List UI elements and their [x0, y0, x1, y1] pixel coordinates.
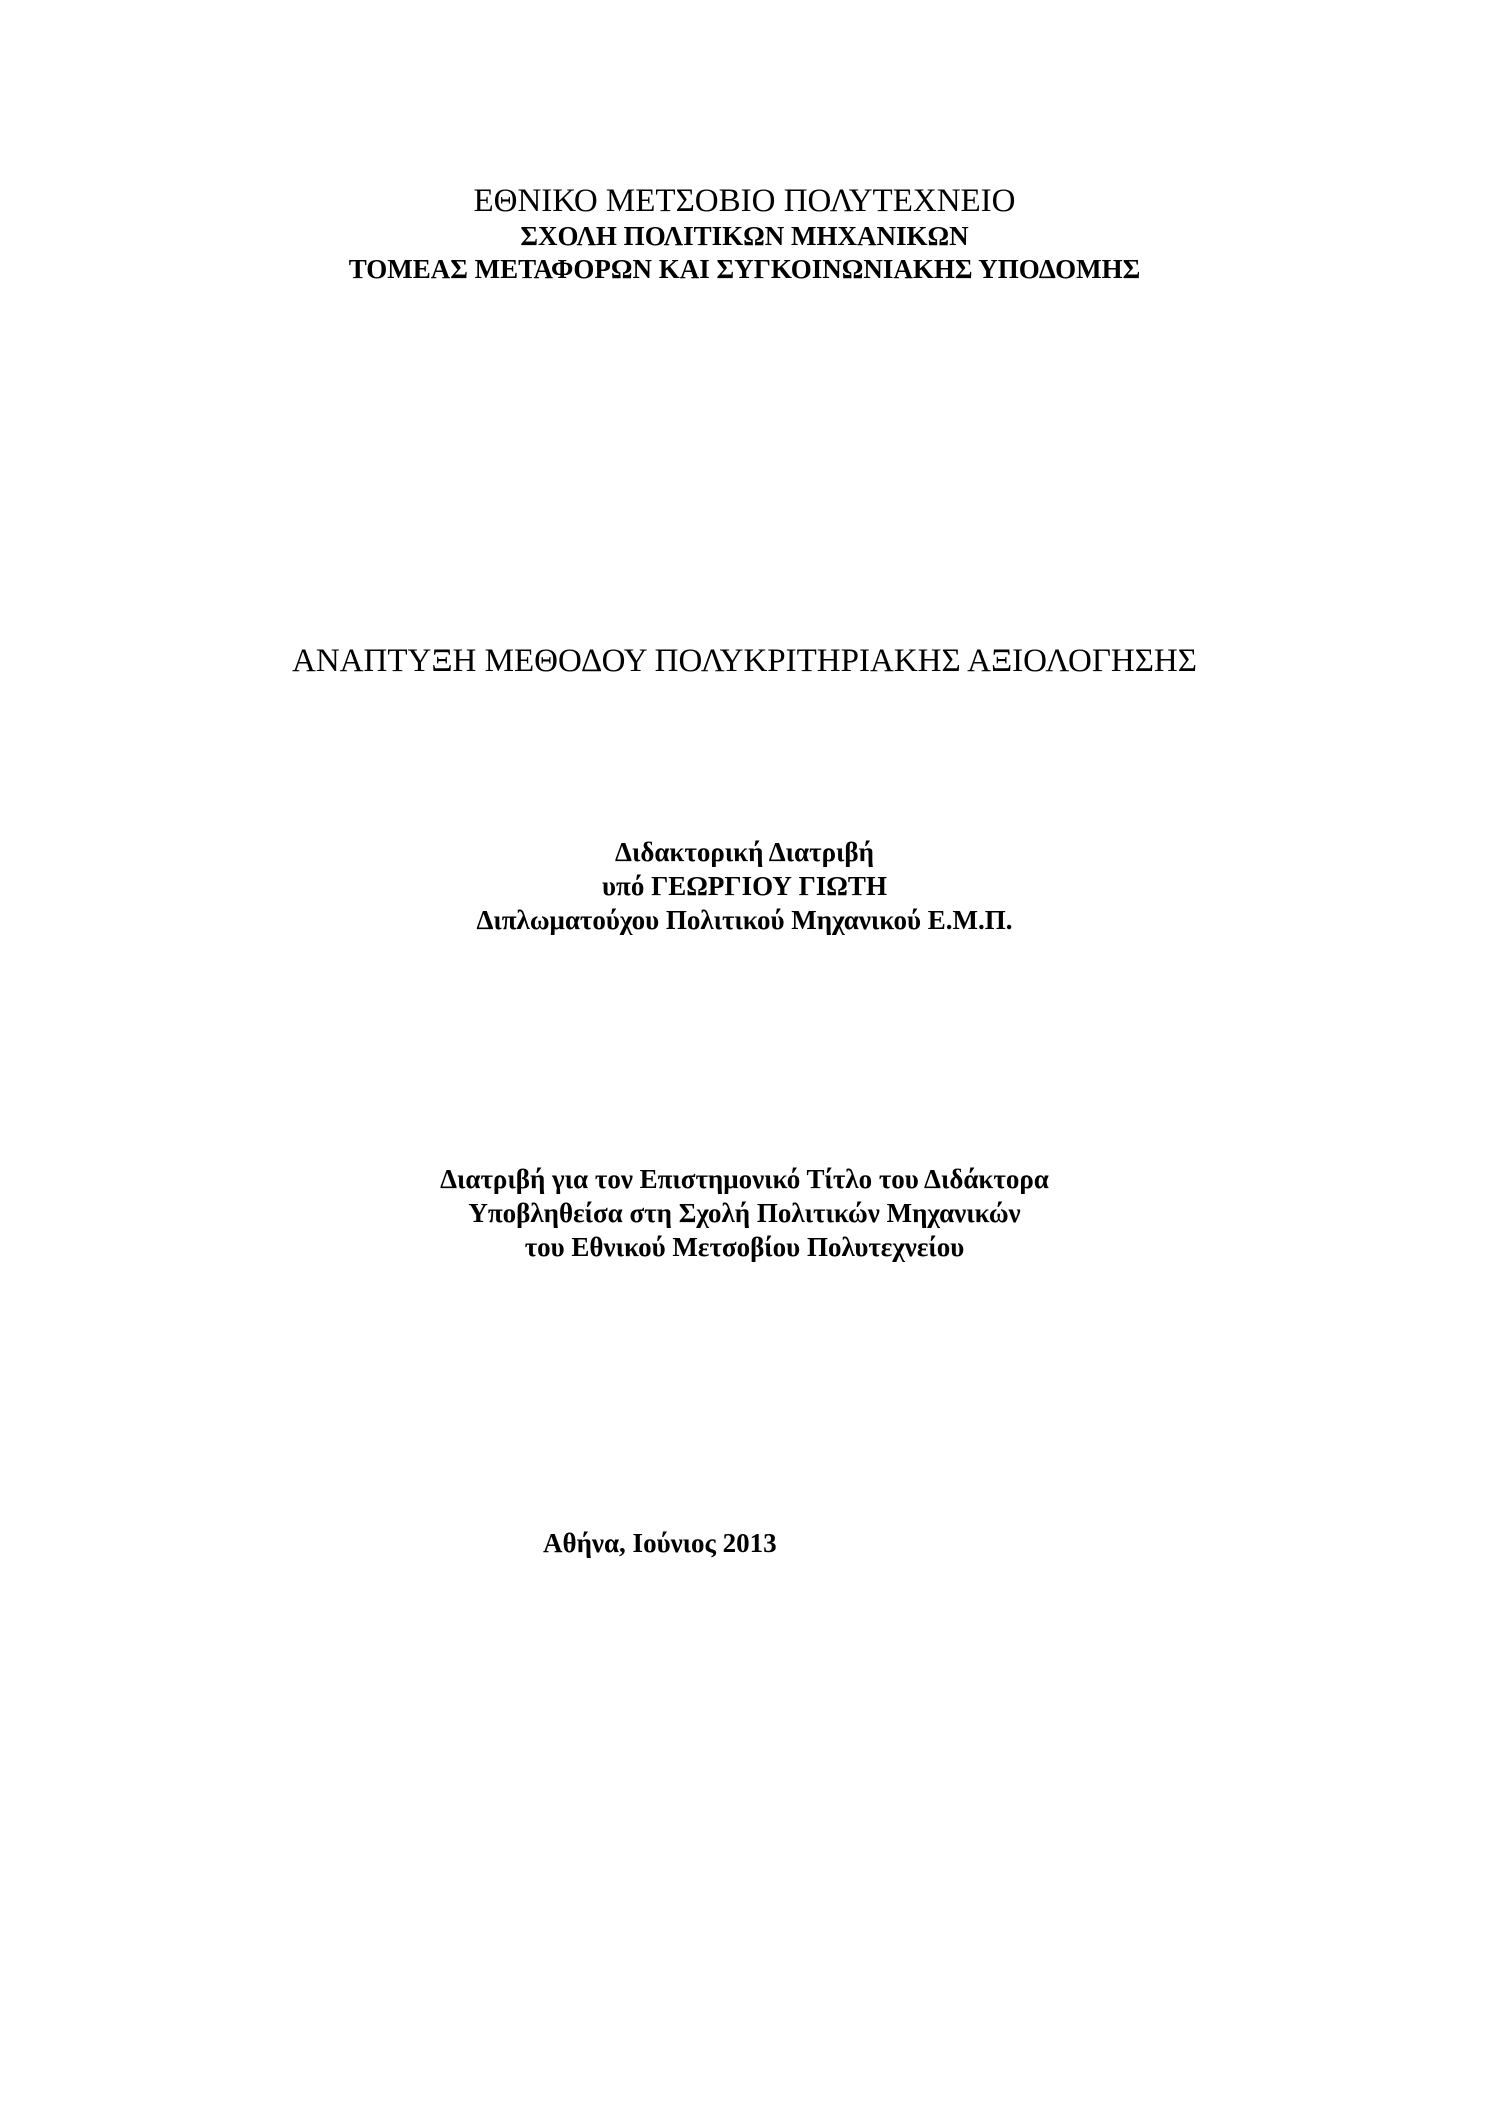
place-date-text: Αθήνα, Ιούνιος 2013 [543, 1528, 777, 1558]
submission-line-1: Διατριβή για τον Επιστημονικό Τίτλο του Διδάκτορα [440, 1164, 1049, 1194]
thesis-title-text: ΑΝΑΠΤΥΞΗ ΜΕΘΟΔΟΥ ΠΟΛΥΚΡΙΤΗΡΙΑΚΗΣ ΑΞΙΟΛΟΓΗΣΗΣ [292, 643, 1197, 679]
author-credentials: Διπλωματούχου Πολιτικού Μηχανικού Ε.Μ.Π. [476, 905, 1013, 935]
thesis-title [0, 641, 1489, 681]
submission-line-2: Υποβληθείσα στη Σχολή Πολιτικών Μηχανικών [468, 1198, 1021, 1228]
school-name: ΣΧΟΛΗ ΠΟΛΙΤΙΚΩΝ ΜΗΧΑΝΙΚΩΝ [520, 221, 969, 251]
document-type: Διδακτορική Διατριβή [615, 837, 874, 867]
author-block [0, 835, 1489, 937]
institution-name: ΕΘΝΙΚΟ ΜΕΤΣΟΒΙΟ ΠΟΛΥΤΕΧΝΕΙΟ [473, 183, 1016, 219]
institution-header [0, 182, 1489, 286]
submission-line-3: του Εθνικού Μετσοβίου Πολυτεχνείου [524, 1232, 965, 1262]
submission-statement [0, 1162, 1489, 1264]
department-name: ΤΟΜΕΑΣ ΜΕΤΑΦΟΡΩΝ ΚΑΙ ΣΥΓΚΟΙΝΩΝΙΑΚΗΣ ΥΠΟΔΟΜΗΣ [348, 254, 1141, 284]
author-byline: υπό ΓΕΩΡΓΙΟΥ ΓΙΩΤΗ [602, 871, 887, 901]
place-date [543, 1526, 777, 1560]
